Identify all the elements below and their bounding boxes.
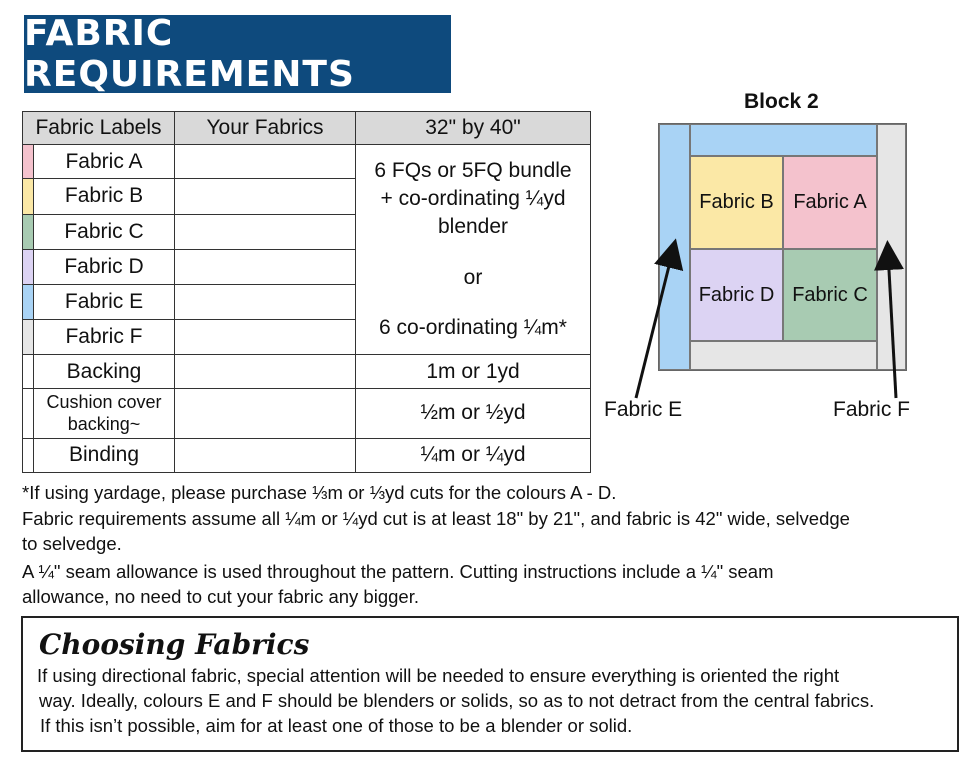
- label-fabric-e: Fabric E: [604, 398, 683, 421]
- note-line: Fabric requirements assume all ¼m or ¼yd cut is at least 18" by 21", and fabric is 42" wide, selvedge: [22, 508, 850, 529]
- amount-cell: ¼m or ¼yd: [356, 438, 591, 472]
- color-swatch: [23, 439, 34, 472]
- note-line: A ¼" seam allowance is used throughout the pattern. Cutting instructions include a ¼" seam: [22, 561, 774, 582]
- amount-line: blender: [437, 215, 509, 239]
- choosing-fabrics-box: [21, 616, 959, 752]
- block-fabric-b: Fabric B: [690, 156, 783, 249]
- choosing-fabrics-title: Choosing Fabrics: [39, 628, 310, 661]
- fabric-label: Binding: [68, 443, 140, 467]
- color-swatch: [23, 179, 34, 213]
- fabric-label-cell: [23, 249, 175, 284]
- amount-line: + co-ordinating ¼yd: [380, 186, 566, 210]
- block-fabric-a: Fabric A: [783, 156, 877, 249]
- table-row: [23, 145, 591, 179]
- your-fabric-cell[interactable]: [175, 389, 356, 438]
- choosing-line: If this isn’t possible, aim for at least one of those to be a blender or solid.: [40, 714, 633, 736]
- choosing-line: If using directional fabric, special attention will be needed to ensure everything is oriented the right: [37, 665, 840, 686]
- block-strip-bottom: [690, 341, 877, 370]
- fabric-label-cell: [23, 145, 175, 179]
- choosing-line: way. Ideally, colours E and F should be blenders or solids, so as to not detract from the central fabrics.: [39, 689, 875, 711]
- your-fabric-cell[interactable]: [175, 285, 356, 319]
- fq-amount-cell: [356, 145, 591, 355]
- fabric-label-cell: [23, 389, 175, 438]
- note-line: *If using yardage, please purchase ⅓m or ⅓yd cuts for the colours A - D.: [22, 482, 617, 503]
- fabric-label: Fabric F: [65, 324, 143, 348]
- amount-line: or: [463, 265, 483, 289]
- block-title: Block 2: [744, 90, 819, 113]
- fabric-label-cell: [23, 285, 175, 319]
- color-swatch: [23, 355, 34, 388]
- block-strip-f: [877, 124, 906, 370]
- fabric-requirements-table: [22, 111, 591, 473]
- your-fabric-cell[interactable]: [175, 214, 356, 249]
- fabric-label: Fabric A: [65, 149, 143, 173]
- block-fabric-d: Fabric D: [690, 249, 783, 341]
- table-row: [23, 389, 591, 438]
- amount-line: 6 co-ordinating ¼m*: [379, 315, 567, 339]
- block-diagram: [658, 123, 907, 371]
- color-swatch: [23, 320, 34, 354]
- header-your-fabrics: Your Fabrics: [175, 112, 356, 145]
- color-swatch: [23, 215, 34, 249]
- your-fabric-cell[interactable]: [175, 319, 356, 354]
- your-fabric-cell[interactable]: [175, 145, 356, 179]
- fabric-label: Fabric B: [64, 184, 144, 208]
- fabric-label: Backing: [66, 359, 142, 383]
- fabric-label-cell: [23, 214, 175, 249]
- amount-cell: ½m or ½yd: [356, 389, 591, 438]
- block-strip-e: [659, 124, 690, 370]
- fabric-label-cell: [23, 354, 175, 388]
- fabric-label-cell: [23, 319, 175, 354]
- label-fabric-f: Fabric F: [833, 398, 911, 421]
- fabric-label-cell: [23, 438, 175, 472]
- amount-line: 6 FQs or 5FQ bundle: [374, 158, 572, 182]
- table-row: [23, 354, 591, 388]
- note-line: allowance, no need to cut your fabric any bigger.: [22, 586, 419, 607]
- amount-cell: 1m or 1yd: [356, 354, 591, 388]
- color-swatch: [23, 250, 34, 284]
- your-fabric-cell[interactable]: [175, 249, 356, 284]
- table-row: [23, 438, 591, 472]
- fabric-label-cell: [23, 179, 175, 214]
- your-fabric-cell[interactable]: [175, 179, 356, 214]
- choosing-fabrics-text: [37, 664, 947, 739]
- your-fabric-cell[interactable]: [175, 438, 356, 472]
- fabric-label: Fabric E: [64, 289, 144, 313]
- fabric-label: Fabric D: [64, 255, 144, 279]
- fabric-label: Cushion cover backing~: [46, 391, 162, 435]
- your-fabric-cell[interactable]: [175, 354, 356, 388]
- note-line: to selvedge.: [22, 533, 122, 554]
- color-swatch: [23, 389, 34, 437]
- fabric-label: Fabric C: [64, 219, 144, 243]
- page-title: FABRIC REQUIREMENTS: [24, 15, 451, 93]
- block-strip-top: [690, 124, 877, 156]
- header-size: 32" by 40": [356, 112, 591, 145]
- color-swatch: [23, 285, 34, 318]
- header-fabric-labels: Fabric Labels: [23, 112, 175, 145]
- block-fabric-c: Fabric C: [783, 249, 877, 341]
- color-swatch: [23, 145, 34, 178]
